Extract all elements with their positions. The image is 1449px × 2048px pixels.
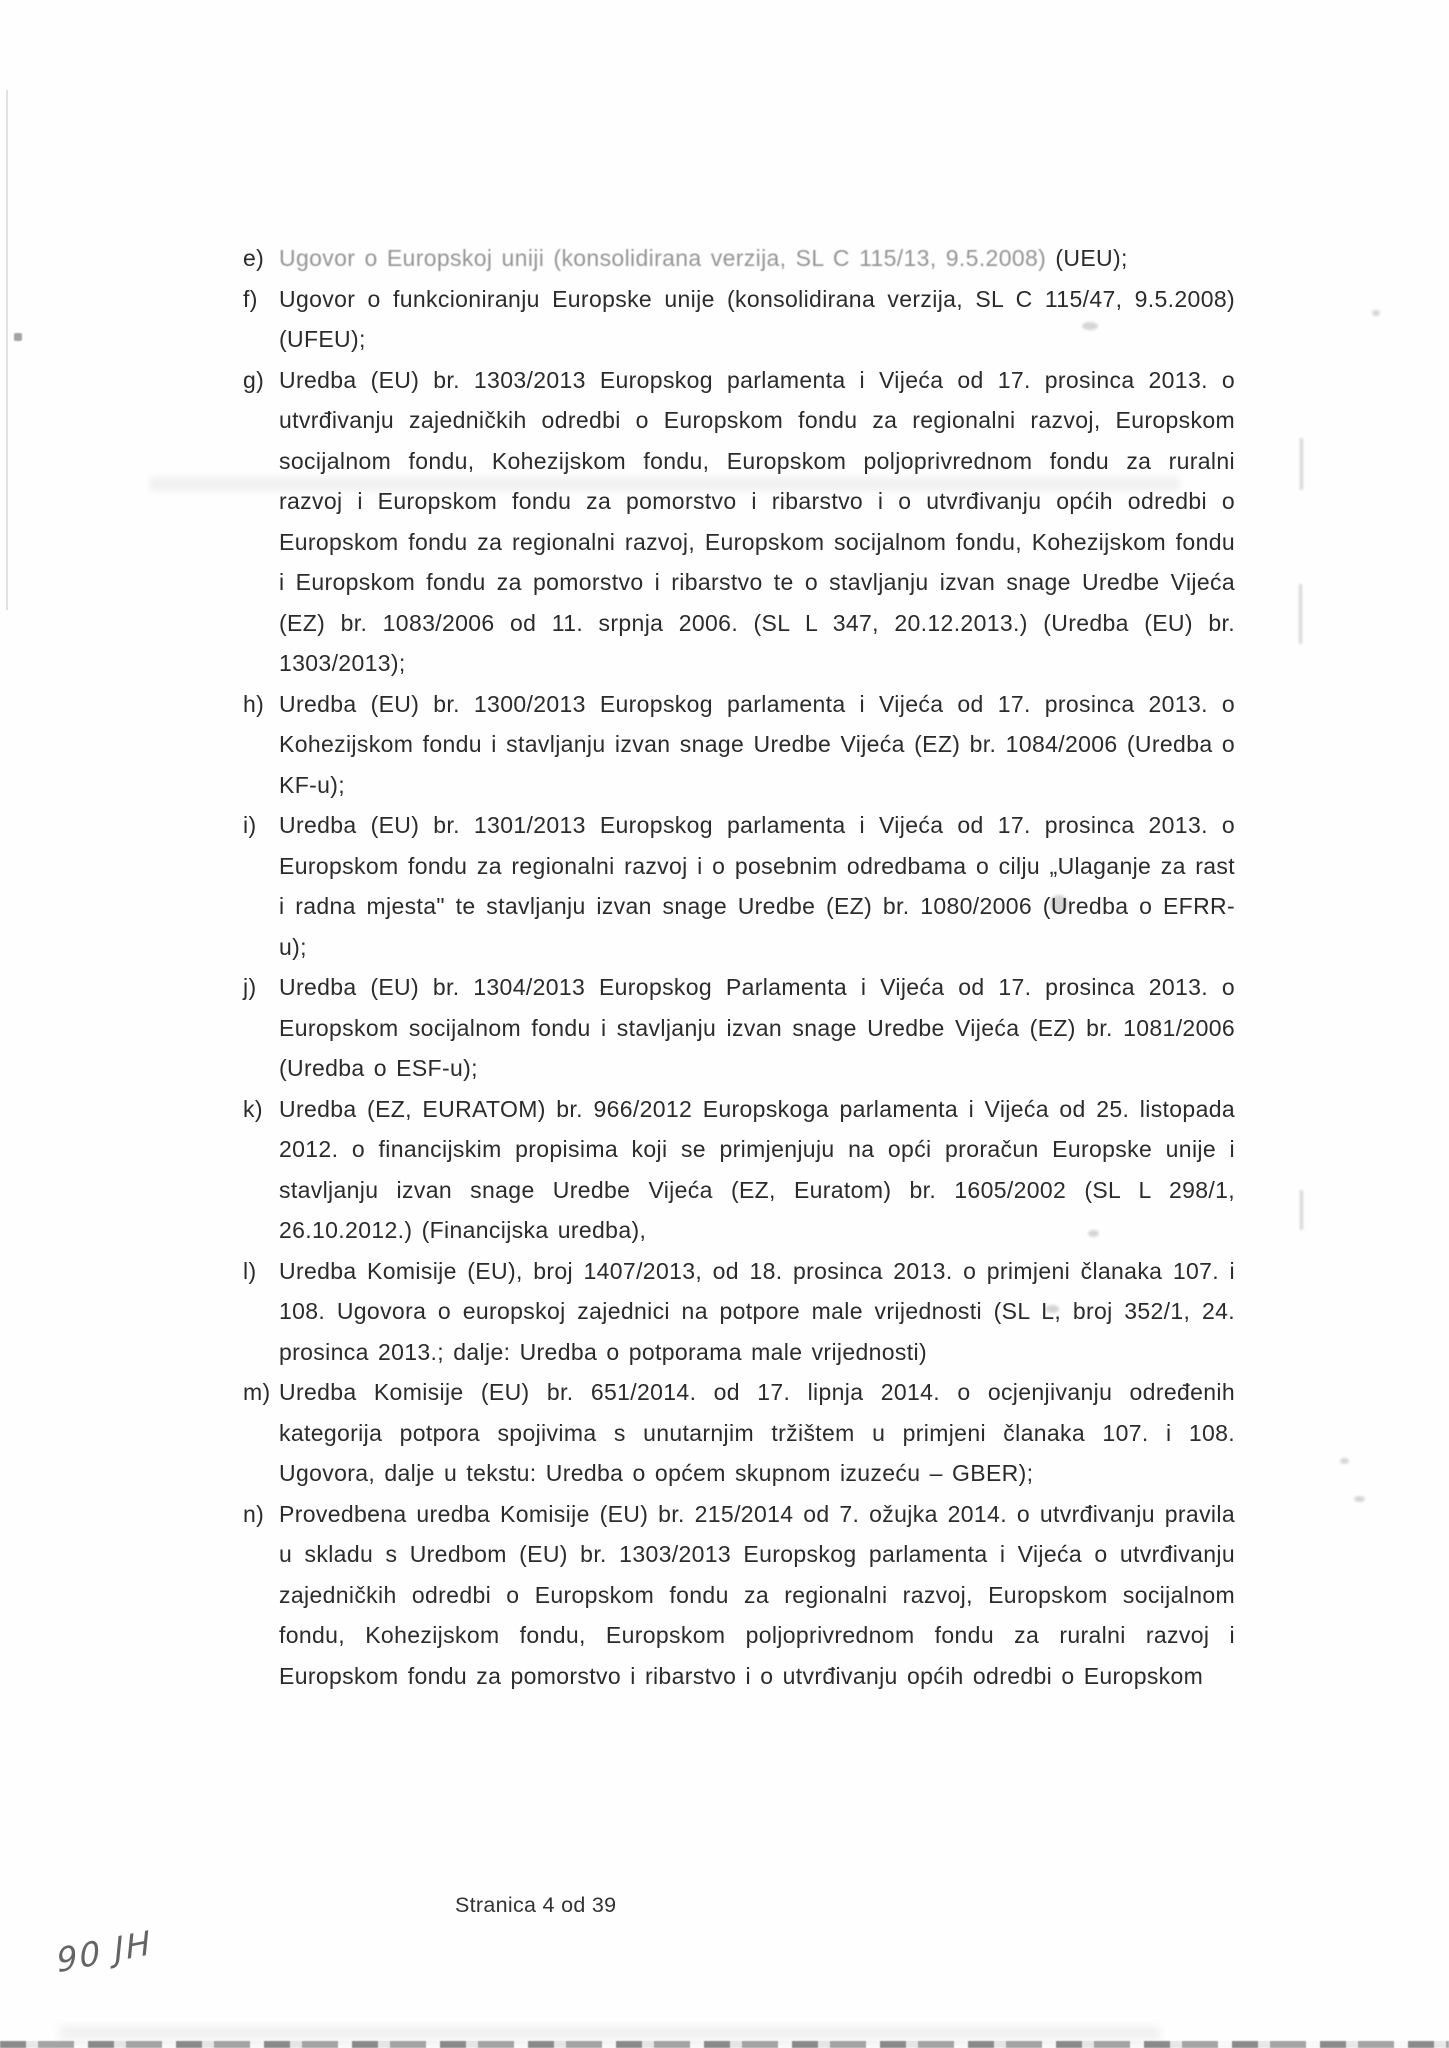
list-item — [243, 1494, 1235, 1697]
scan-speck — [1299, 584, 1302, 644]
item-label: g) — [243, 366, 265, 393]
handwritten-annotation: 90 JH — [55, 1922, 154, 1981]
list-item — [243, 1372, 1235, 1494]
item-text: Ugovor o Europskoj uniji (konsolidirana verzija, SL C 115/13, 9.5.2008) (UEU); — [279, 245, 1128, 271]
page-number-footer: Stranica 4 od 39 — [455, 1893, 617, 1917]
item-text: Uredba Komisije (EU), broj 1407/2013, od 18. prosinca 2013. o primjeni članaka 107. i 108. Ugovora o europskoj zajednici na potpore male vrijednosti (SL L, broj 352/1, 24. prosinca 2013.; dalje: Uredba o potporama male vrijednosti) — [279, 1257, 1235, 1365]
scan-dot — [14, 333, 22, 341]
item-text: Uredba (EU) br. 1300/2013 Europskog parlamenta i Vijeća od 17. prosinca 2013. o Kohezijskom fondu i stavljanju izvan snage Uredbe Vijeća (EZ) br. 1084/2006 (Uredba o KF-u); — [279, 690, 1235, 798]
item-text: Uredba (EU) br. 1304/2013 Europskog Parlamenta i Vijeća od 17. prosinca 2013. o Europskom socijalnom fondu i stavljanju izvan snage Uredbe Vijeća (EZ) br. 1081/2006 (Uredba o ESF-u); — [279, 974, 1235, 1081]
item-text: Uredba (EZ, EURATOM) br. 966/2012 Europskoga parlamenta i Vijeća od 25. listopada 2012. o financijskim propisima koji se primjenjuju na opći proračun Europske unije i stavljanju izvan snage Uredbe Vijeća (EZ, Euratom) br. 1605/2002 (SL L 298/1, 26.10.2012.) (Financijska uredba), — [279, 1095, 1235, 1243]
item-label: l) — [243, 1257, 257, 1284]
item-text: Ugovor o funkcioniranju Europske unije (konsolidirana verzija, SL C 115/47, 9.5.2008) (UFEU); — [279, 285, 1235, 352]
item-label: k) — [243, 1095, 263, 1122]
item-label: h) — [243, 690, 265, 717]
regulation-list — [243, 238, 1235, 1696]
scan-speck — [1372, 310, 1380, 316]
scan-speck — [1300, 438, 1303, 490]
item-label: m) — [243, 1379, 271, 1405]
item-label: e) — [243, 245, 265, 271]
item-label: n) — [243, 1500, 265, 1527]
list-item — [243, 279, 1235, 360]
scan-speck — [1354, 1496, 1365, 1502]
scan-speck — [1340, 1458, 1349, 1464]
list-item — [243, 805, 1235, 967]
scan-bottom-edge — [0, 2041, 1449, 2048]
item-text: Provedbena uredba Komisije (EU) br. 215/2014 od 7. ožujka 2014. o utvrđivanju pravila u skladu s Uredbom (EU) br. 1303/2013 Europskog parlamenta i Vijeća o utvrđivanju zajedničkih odredbi o Europskom fondu za regionalni razvoj, Europskom socijalnom fondu, Kohezijskom fondu, Europskom poljoprivrednom fondu za ruralni razvoj i Europskom fondu za pomorstvo i ribarstvo i o utvrđivanju općih odredbi o Europskom — [279, 1500, 1235, 1689]
faded-print-text: Ugovor o Europskoj uniji (konsolidirana verzija, SL C 115/13, 9.5.2008) — [279, 245, 1056, 271]
item-text: Uredba (EU) br. 1301/2013 Europskog parlamenta i Vijeća od 17. prosinca 2013. o Europskom fondu za regionalni razvoj i o posebnim odredbama o cilju „Ulaganje za rast i radna mjesta" te stavljanju izvan snage Uredbe (EZ) br. 1080/2006 (Uredba o EFRR-u); — [279, 812, 1235, 960]
list-item — [243, 360, 1235, 684]
list-item — [243, 1251, 1235, 1373]
item-label: i) — [243, 812, 257, 838]
scan-edge-line — [6, 90, 8, 610]
scan-bottom-smudge — [60, 2026, 1160, 2040]
list-item — [243, 1089, 1235, 1251]
list-item — [243, 238, 1235, 279]
list-item — [243, 684, 1235, 806]
item-label: f) — [243, 285, 258, 312]
scan-speck — [1300, 1190, 1303, 1230]
item-label: j) — [243, 974, 257, 1000]
item-text: Uredba (EU) br. 1303/2013 Europskog parlamenta i Vijeća od 17. prosinca 2013. o utvrđivanju zajedničkih odredbi o Europskom fondu za regionalni razvoj, Europskom socijalnom fondu, Kohezijskom fondu, Europskom poljoprivrednom fondu za ruralni razvoj i Europskom fondu za pomorstvo i ribarstvo i o utvrđivanju općih odredbi o Europskom fondu za regionalni razvoj, Europskom socijalnom fondu, Kohezijskom fondu i Europskom fondu za pomorstvo i ribarstvo te o stavljanju izvan snage Uredbe Vijeća (EZ) br. 1083/2006 od 11. srpnja 2006. (SL L 347, 20.12.2013.) (Uredba (EU) br. 1303/2013); — [279, 366, 1235, 676]
item-text: Uredba Komisije (EU) br. 651/2014. od 17. lipnja 2014. o ocjenjivanju određenih kategorija potpora spojivima s unutarnjim tržištem u primjeni članaka 107. i 108. Ugovora, dalje u tekstu: Uredba o općem skupnom izuzeću – GBER); — [279, 1379, 1235, 1486]
list-item — [243, 967, 1235, 1089]
